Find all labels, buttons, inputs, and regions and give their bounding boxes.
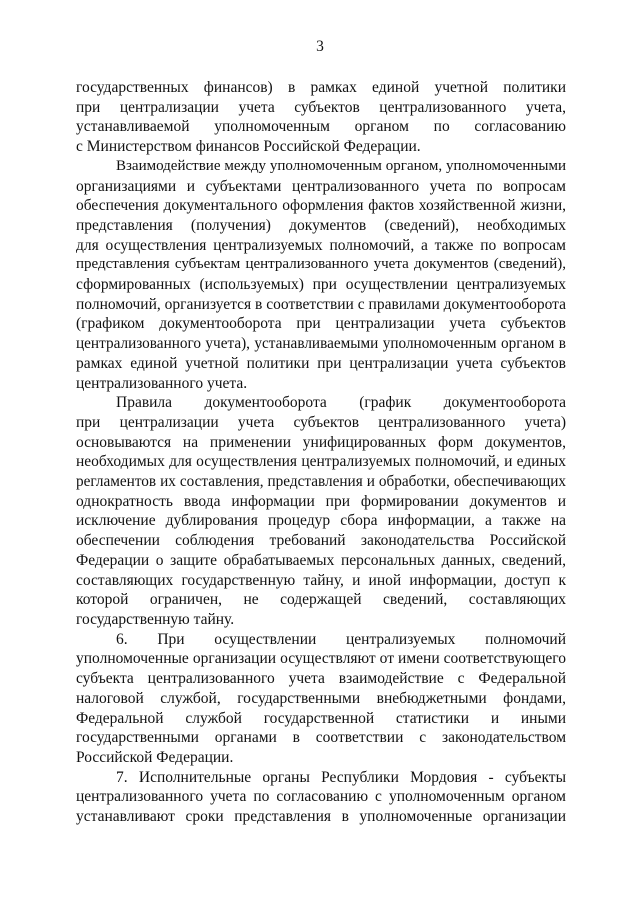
text-line: уполномоченные организации осуществляют от имени соответствующего	[76, 650, 566, 668]
text-line: которой ограничен, не содержащей сведений, составляющих	[76, 591, 566, 609]
text-line: обеспечении соблюдения требований законодательства Российской	[76, 532, 566, 550]
text-line: устанавливают сроки представления в уполномоченные организации	[76, 808, 566, 826]
text-line: Правила документооборота (график документооборота	[116, 394, 566, 412]
text-line: Российской Федерации.	[76, 748, 234, 766]
text-line: централизованного учета по согласованию с уполномоченным органом	[76, 788, 566, 806]
text-line: для осуществления централизуемых полномочий, а также по вопросам	[76, 236, 566, 254]
paragraph-3	[76, 393, 566, 629]
text-line: централизованного учета), устанавливаемыми уполномоченным органом в	[76, 335, 566, 353]
text-line: представления (получения) документов (сведений), необходимых	[76, 216, 566, 234]
text-line: государственными органами в соответствии с законодательством	[76, 729, 566, 747]
text-line: однократность ввода информации при формировании документов и	[76, 492, 566, 510]
text-line: обеспечения документального оформления фактов хозяйственной жизни,	[76, 197, 566, 215]
text-line: Взаимодействие между уполномоченным органом, уполномоченными	[116, 157, 566, 174]
text-line: Федеральной службой государственной статистики и иными	[76, 709, 566, 727]
text-line: государственных финансов) в рамках единой учетной политики	[76, 79, 566, 96]
text-line: рамках единой учетной политики при централизации учета субъектов	[76, 354, 566, 372]
text-line: 6. При осуществлении централизуемых полномочий	[116, 630, 566, 648]
text-line: устанавливаемой уполномоченным органом по согласованию	[76, 118, 566, 136]
text-line: (графиком документооборота при централизации учета субъектов	[76, 315, 566, 333]
document-body	[76, 78, 566, 827]
text-line: при централизации учета субъектов централизованного учета,	[76, 98, 566, 116]
paragraph-2	[76, 157, 566, 393]
text-line: необходимых для осуществления централизуемых полномочий, и единых	[76, 453, 566, 471]
text-line: составляющих государственную тайну, и иной информации, доступ к	[76, 571, 566, 589]
paragraph-4	[76, 630, 566, 768]
text-line: 7. Исполнительные органы Республики Мордовия - субъекты	[116, 768, 566, 786]
text-line: сформированных (используемых) при осуществлении централизуемых	[76, 276, 566, 294]
text-line: Федерации о защите обрабатываемых персональных данных, сведений,	[76, 551, 566, 569]
text-line: регламентов их составления, представления и обработки, обеспечивающих	[76, 473, 566, 491]
page-number: 3	[316, 38, 324, 55]
text-line: основываются на применении унифицированных форм документов,	[76, 433, 566, 451]
text-line: представления субъектам централизованного учета документов (сведений),	[76, 256, 566, 273]
text-line: исключение дублирования процедур сбора информации, а также на	[76, 512, 566, 530]
text-line: организациями и субъектами централизованного учета по вопросам	[76, 177, 566, 195]
paragraph-5	[76, 768, 566, 827]
paragraph-1	[76, 78, 566, 157]
text-line: полномочий, организуется в соответствии с правилами документооборота	[76, 295, 566, 313]
text-line: государственную тайну.	[76, 610, 235, 628]
text-line: субъекта централизованного учета взаимодействие с Федеральной	[76, 670, 566, 688]
text-line: при централизации учета субъектов централизованного учета)	[76, 413, 566, 431]
text-line: с Министерством финансов Российской Федерации.	[76, 138, 421, 156]
text-line: централизованного учета.	[76, 374, 248, 392]
text-line: налоговой службой, государственными внебюджетными фондами,	[76, 689, 566, 707]
